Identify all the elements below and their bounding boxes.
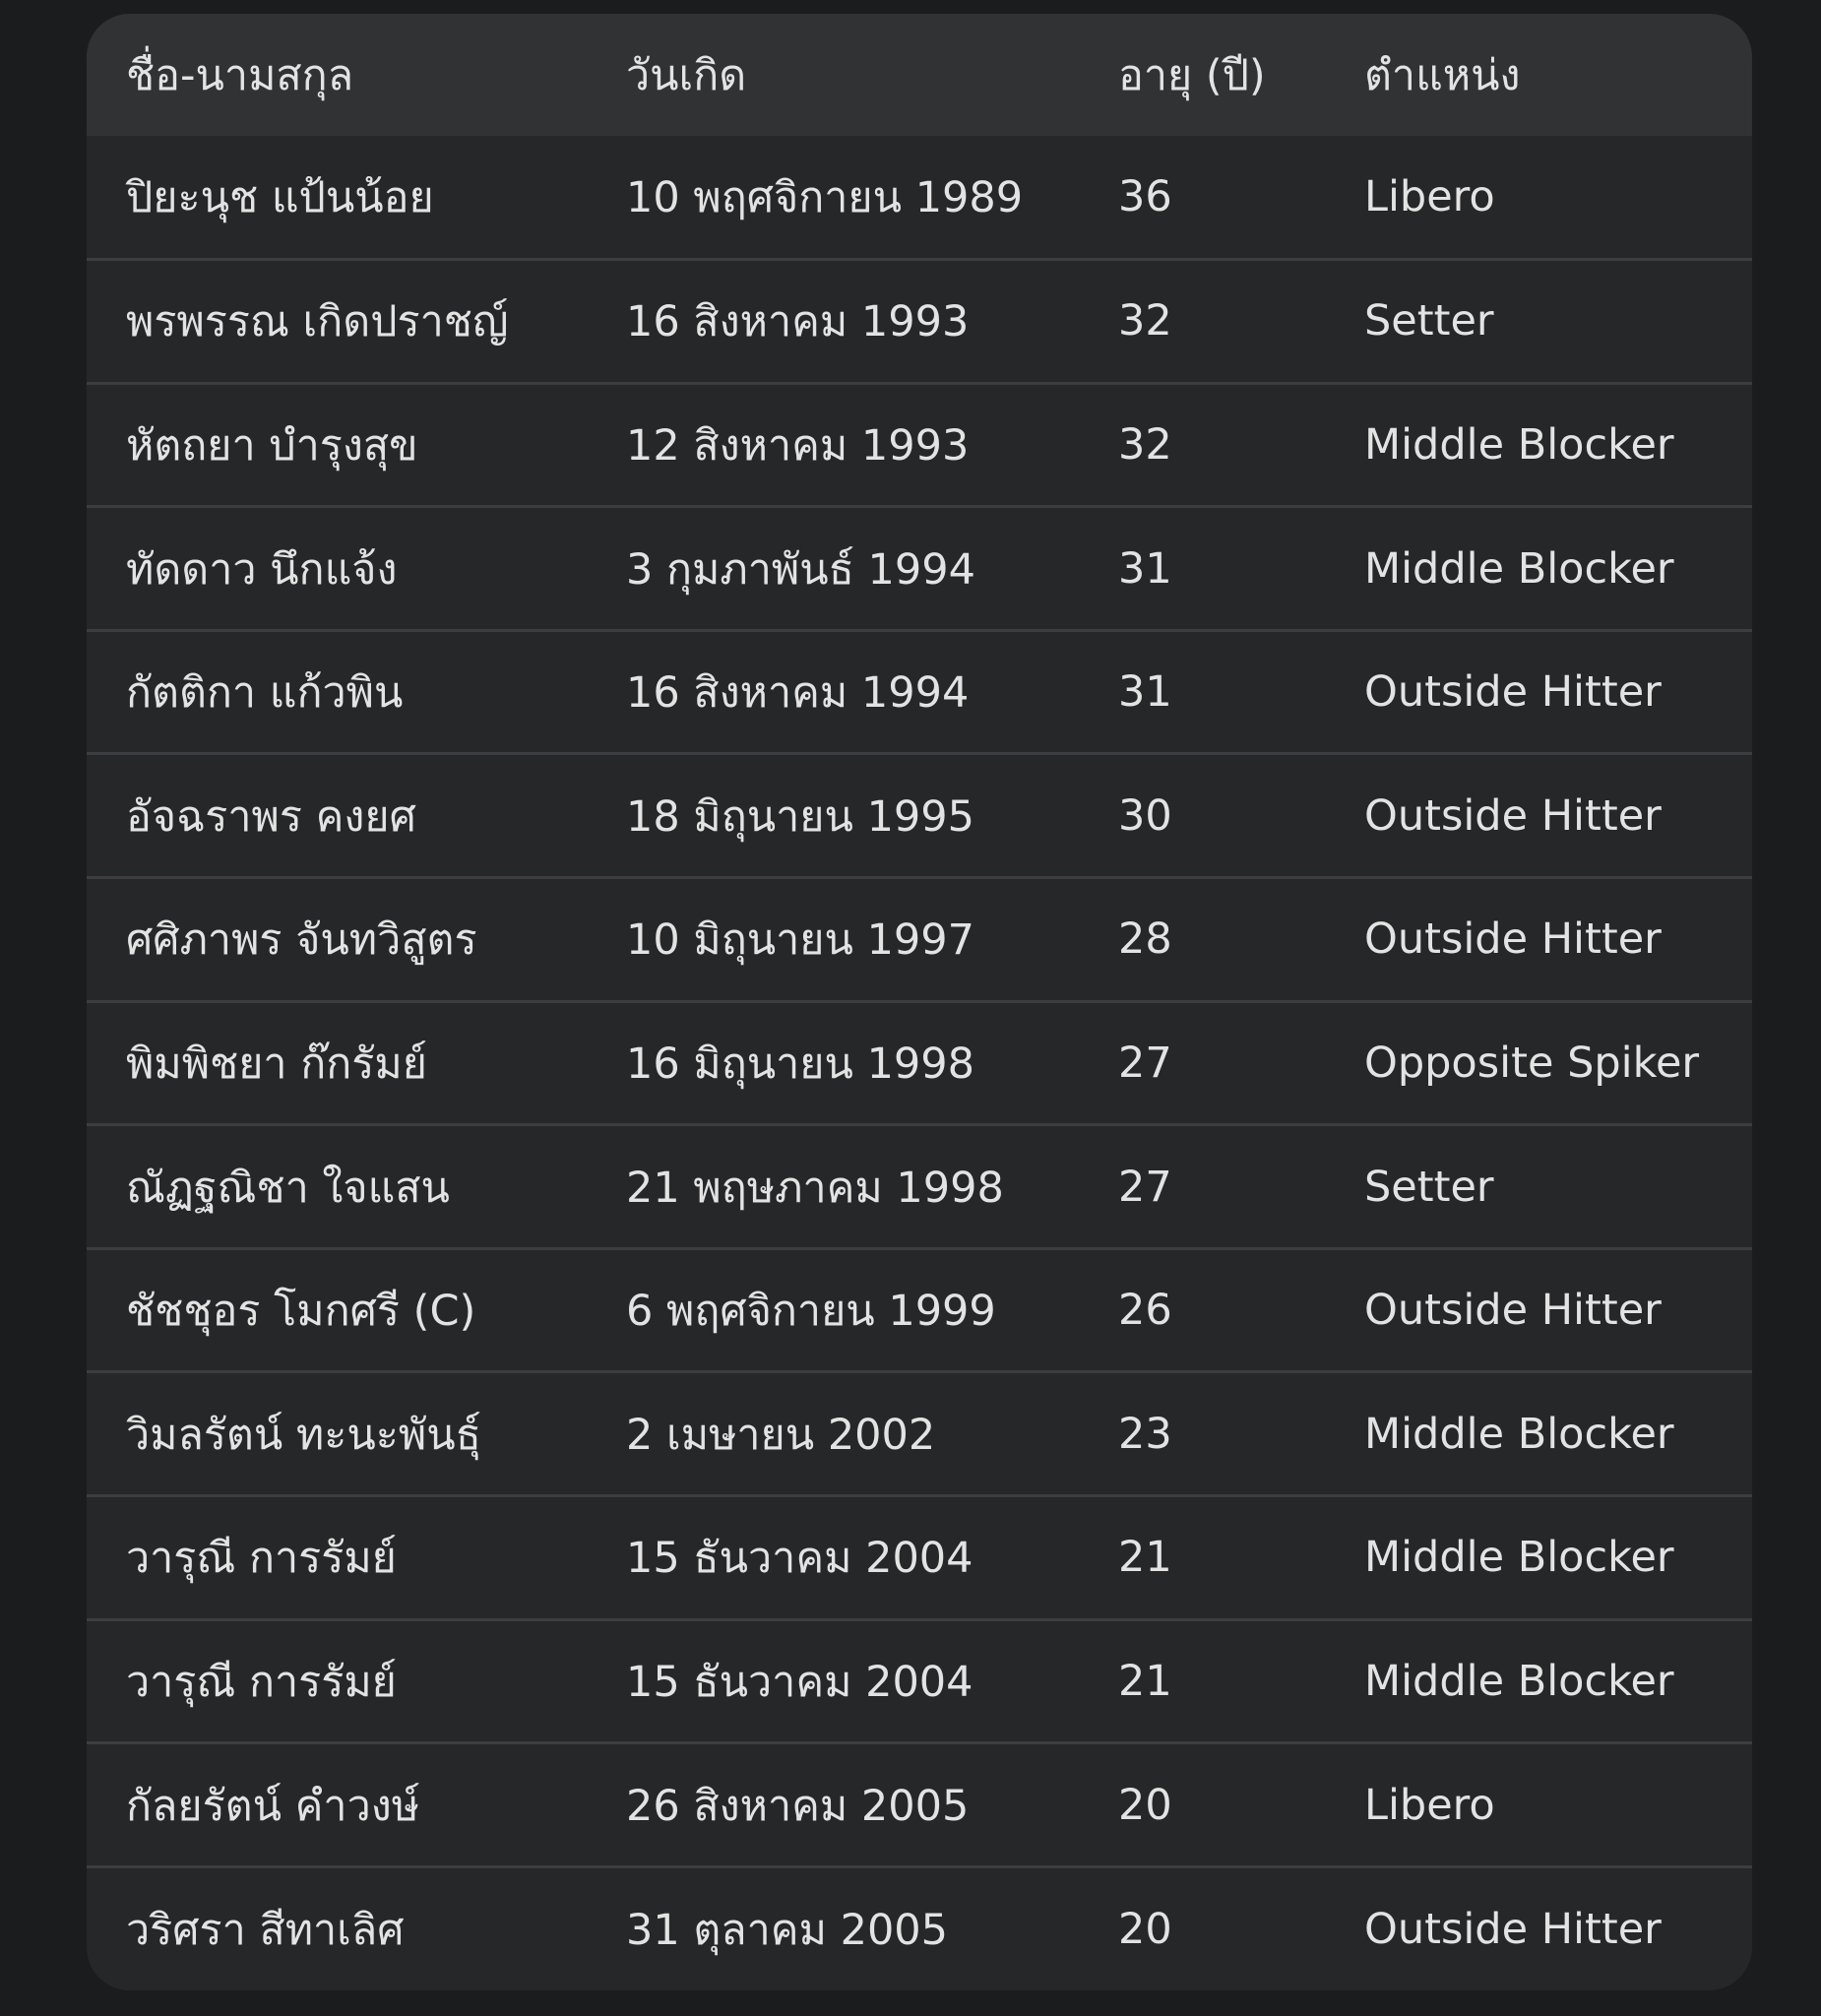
cell-position: Setter xyxy=(1364,1162,1494,1212)
cell-name: วารุณี การรัมย์ xyxy=(126,1534,397,1584)
cell-dob: 6 พฤศจิกายน 1999 xyxy=(626,1287,996,1337)
header-name: ชื่อ-นามสกุล xyxy=(126,51,354,100)
cell-name: หัตถยา บำรุงสุข xyxy=(126,420,418,471)
cell-age: 26 xyxy=(1118,1286,1172,1336)
cell-position: Libero xyxy=(1364,172,1495,222)
cell-dob: 21 พฤษภาคม 1998 xyxy=(626,1163,1004,1213)
cell-name: กัตติกา แก้วพิน xyxy=(126,668,404,719)
cell-dob: 10 พฤศจิกายน 1989 xyxy=(626,173,1024,223)
cell-age: 20 xyxy=(1118,1904,1172,1954)
cell-position: Middle Blocker xyxy=(1364,1656,1674,1706)
table-row xyxy=(87,260,1752,384)
cell-name: วารุณี การรัมย์ xyxy=(126,1657,397,1707)
header-age: อายุ (ปี) xyxy=(1118,51,1266,100)
cell-dob: 26 สิงหาคม 2005 xyxy=(626,1781,970,1831)
cell-position: Middle Blocker xyxy=(1364,543,1674,594)
player-table xyxy=(87,14,1752,1990)
cell-name: อัจฉราพร คงยศ xyxy=(126,791,416,842)
cell-name: วิมลรัตน์ ทะนะพันธุ์ xyxy=(126,1410,481,1460)
cell-age: 36 xyxy=(1118,172,1172,222)
cell-position: Opposite Spiker xyxy=(1364,1038,1700,1088)
table-row xyxy=(87,754,1752,878)
cell-position: Libero xyxy=(1364,1780,1495,1830)
table-row xyxy=(87,507,1752,631)
cell-age: 20 xyxy=(1118,1780,1172,1830)
table-row xyxy=(87,136,1752,260)
table-row xyxy=(87,878,1752,1002)
cell-dob: 16 สิงหาคม 1993 xyxy=(626,297,970,347)
table-row xyxy=(87,1866,1752,1990)
cell-age: 31 xyxy=(1118,543,1172,594)
cell-name: ศศิภาพร จันทวิสูตร xyxy=(126,915,477,966)
cell-dob: 15 ธันวาคม 2004 xyxy=(626,1534,973,1584)
cell-dob: 10 มิถุนายน 1997 xyxy=(626,915,974,966)
cell-dob: 16 มิถุนายน 1998 xyxy=(626,1039,974,1089)
cell-dob: 3 กุมภาพันธ์ 1994 xyxy=(626,544,975,595)
cell-position: Outside Hitter xyxy=(1364,1904,1662,1954)
player-table-card xyxy=(87,14,1752,1990)
cell-name: ชัชชุอร โมกศรี (C) xyxy=(126,1287,476,1337)
cell-age: 32 xyxy=(1118,419,1172,470)
cell-position: Outside Hitter xyxy=(1364,790,1662,841)
cell-name: กัลยรัตน์ คำวงษ์ xyxy=(126,1781,420,1831)
cell-dob: 18 มิถุนายน 1995 xyxy=(626,791,974,842)
cell-dob: 2 เมษายน 2002 xyxy=(626,1410,936,1460)
table-row xyxy=(87,1001,1752,1125)
cell-name: พรพรรณ เกิดปราชญ์ xyxy=(126,297,509,347)
table-row xyxy=(87,1496,1752,1620)
header-dob: วันเกิด xyxy=(626,51,747,100)
table-row xyxy=(87,1372,1752,1496)
cell-age: 27 xyxy=(1118,1038,1172,1088)
cell-dob: 31 ตุลาคม 2005 xyxy=(626,1905,949,1955)
cell-dob: 16 สิงหาคม 1994 xyxy=(626,668,970,719)
table-header-row xyxy=(87,14,1752,136)
table-row xyxy=(87,383,1752,507)
cell-name: พิมพิชยา ก๊กรัมย์ xyxy=(126,1039,427,1089)
table-row xyxy=(87,1248,1752,1372)
cell-position: Outside Hitter xyxy=(1364,667,1662,718)
cell-position: Setter xyxy=(1364,296,1494,346)
cell-position: Outside Hitter xyxy=(1364,1286,1662,1336)
cell-position: Middle Blocker xyxy=(1364,419,1674,470)
cell-age: 28 xyxy=(1118,914,1172,965)
cell-name: ทัดดาว นึกแจ้ง xyxy=(126,544,398,595)
cell-position: Middle Blocker xyxy=(1364,1409,1674,1459)
table-row xyxy=(87,1125,1752,1249)
table-header xyxy=(87,14,1752,136)
cell-name: ปิยะนุช แป้นน้อย xyxy=(126,173,434,223)
table-body xyxy=(87,136,1752,1990)
cell-dob: 12 สิงหาคม 1993 xyxy=(626,420,970,471)
table-row xyxy=(87,1619,1752,1743)
header-position: ตำแหน่ง xyxy=(1364,51,1521,100)
cell-position: Middle Blocker xyxy=(1364,1533,1674,1583)
cell-age: 21 xyxy=(1118,1656,1172,1706)
cell-age: 23 xyxy=(1118,1409,1172,1459)
cell-age: 27 xyxy=(1118,1162,1172,1212)
cell-age: 32 xyxy=(1118,296,1172,346)
cell-dob: 15 ธันวาคม 2004 xyxy=(626,1657,973,1707)
cell-name: ณัฏฐณิชา ใจแสน xyxy=(126,1163,450,1213)
table-row xyxy=(87,630,1752,754)
cell-position: Outside Hitter xyxy=(1364,914,1662,965)
cell-age: 21 xyxy=(1118,1533,1172,1583)
cell-age: 30 xyxy=(1118,790,1172,841)
cell-name: วริศรา สีทาเลิศ xyxy=(126,1905,405,1955)
table-row xyxy=(87,1743,1752,1867)
cell-age: 31 xyxy=(1118,667,1172,718)
